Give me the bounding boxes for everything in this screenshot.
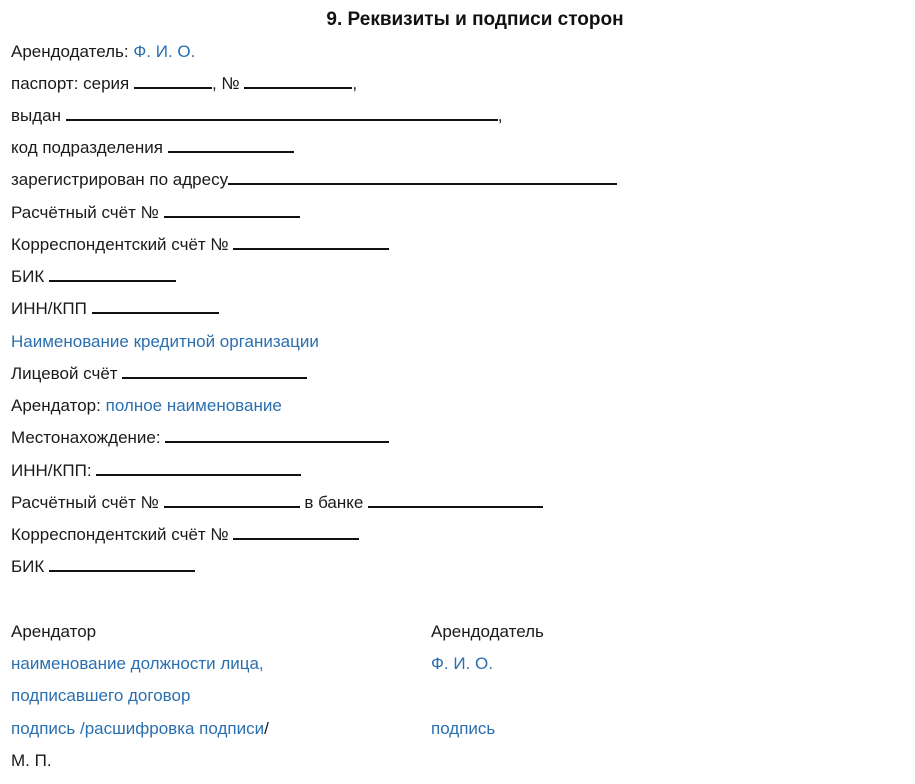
tenant-bik-row: [11, 556, 195, 578]
passport-number-label: , №: [211, 74, 240, 93]
tenant-bank-blank: [368, 492, 543, 508]
tenant-name-placeholder: полное наименование: [105, 396, 282, 415]
issued-blank: [66, 105, 498, 121]
passport-row: [11, 73, 357, 95]
landlord-inn-blank: [92, 298, 219, 314]
personal-account-blank: [122, 363, 307, 379]
registered-row: [11, 169, 617, 191]
landlord-settlement-label: Расчётный счёт №: [11, 203, 159, 222]
tenant-bank-label: в банке: [304, 493, 364, 512]
issued-label: выдан: [11, 106, 62, 125]
signature-tenant-signature-suffix: /: [264, 719, 269, 738]
division-code-label: код подразделения: [11, 138, 163, 157]
bank-name-placeholder: Наименование кредитной организации: [11, 332, 319, 351]
signature-tenant-signature-row: [11, 718, 269, 740]
registered-label: зарегистрирован по адресу: [11, 170, 229, 189]
tenant-inn-row: [11, 460, 301, 482]
issued-comma: ,: [497, 106, 503, 125]
tenant-location-row: [11, 427, 389, 449]
landlord-name-row: [11, 41, 195, 63]
stamp-label: М. П.: [11, 751, 52, 770]
landlord-bik-blank: [49, 266, 176, 282]
section-title: 9. Реквизиты и подписи сторон: [326, 9, 624, 30]
tenant-settlement-label: Расчётный счёт №: [11, 493, 159, 512]
landlord-label: Арендодатель:: [11, 42, 129, 61]
signature-tenant-position-line1: наименование должности лица,: [11, 654, 264, 673]
tenant-bik-label: БИК: [11, 557, 45, 576]
passport-series-label: паспорт: серия: [11, 74, 130, 93]
landlord-correspondent-blank: [233, 234, 389, 250]
division-code-blank: [168, 137, 294, 153]
landlord-name-placeholder: Ф. И. О.: [133, 42, 196, 61]
tenant-bik-blank: [49, 556, 195, 572]
passport-series-blank: [134, 73, 212, 89]
division-code-row: [11, 137, 294, 159]
passport-number-blank: [244, 73, 352, 89]
signature-landlord-signature: подпись: [431, 719, 496, 738]
signature-tenant-signature-main: расшифровка подписи: [84, 719, 265, 738]
registered-blank: [228, 169, 617, 185]
landlord-bik-label: БИК: [11, 267, 45, 286]
tenant-correspondent-blank: [233, 524, 359, 540]
tenant-inn-label: ИНН/КПП:: [11, 461, 92, 480]
signature-tenant-heading: Арендатор: [11, 622, 97, 641]
tenant-label: Арендатор:: [11, 396, 101, 415]
landlord-inn-row: [11, 298, 219, 320]
personal-account-label: Лицевой счёт: [11, 364, 118, 383]
tenant-correspondent-label: Корреспондентский счёт №: [11, 525, 229, 544]
landlord-settlement-row: [11, 202, 300, 224]
landlord-bik-row: [11, 266, 176, 288]
tenant-settlement-blank: [164, 492, 300, 508]
tenant-location-blank: [165, 427, 389, 443]
signature-landlord-name-placeholder: Ф. И. О.: [431, 654, 493, 673]
landlord-settlement-blank: [164, 202, 300, 218]
tenant-name-row: [11, 395, 282, 417]
tenant-location-label: Местонахождение:: [11, 428, 161, 447]
issued-row: [11, 105, 502, 127]
landlord-correspondent-label: Корреспондентский счёт №: [11, 235, 229, 254]
landlord-correspondent-row: [11, 234, 389, 256]
tenant-correspondent-row: [11, 524, 359, 546]
passport-comma: ,: [352, 74, 358, 93]
tenant-inn-blank: [96, 460, 301, 476]
signature-landlord-heading: Арендодатель: [431, 622, 544, 641]
signature-tenant-position-line2: подписавшего договор: [11, 686, 191, 705]
landlord-inn-label: ИНН/КПП: [11, 299, 87, 318]
personal-account-row: [11, 363, 307, 385]
signature-tenant-signature-prefix: подпись /: [11, 719, 85, 738]
tenant-settlement-row: [11, 492, 543, 514]
